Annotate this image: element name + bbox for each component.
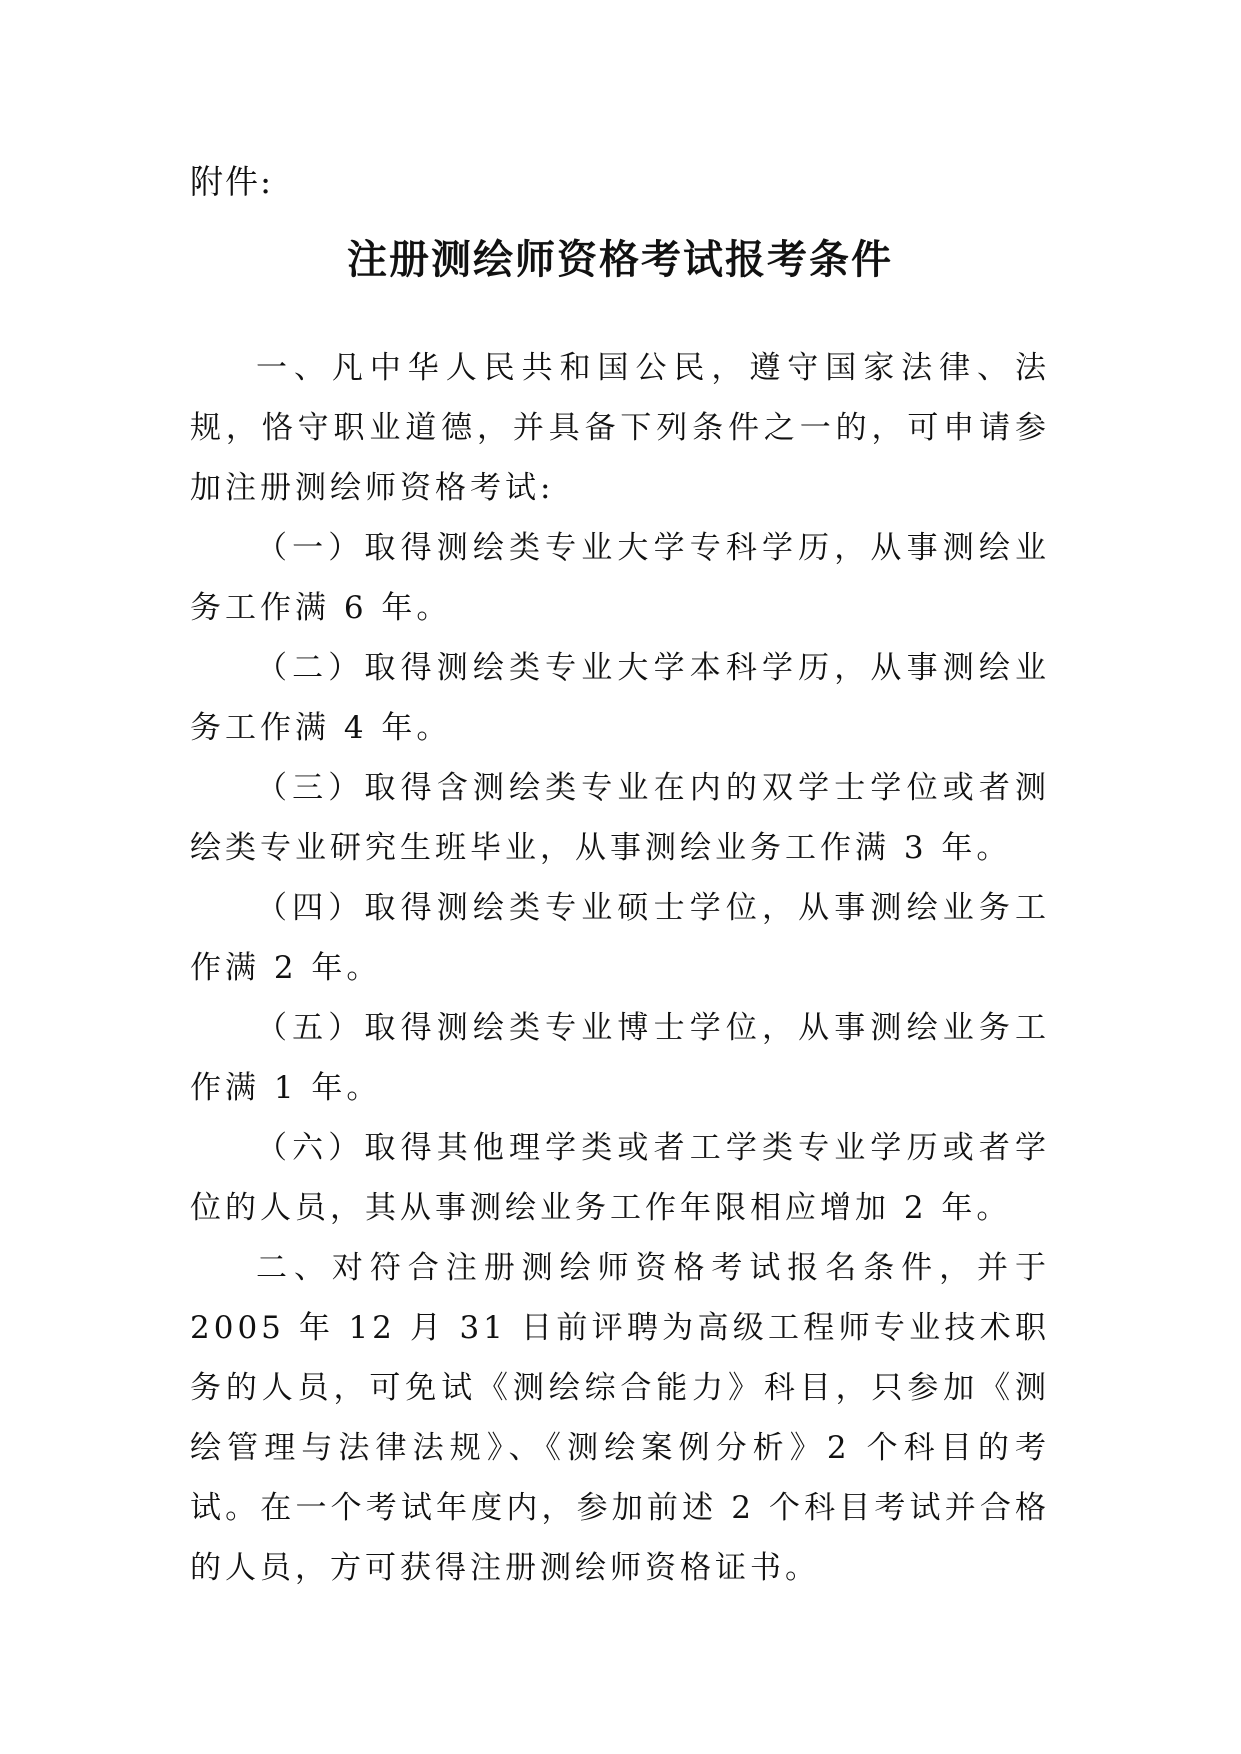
paragraph-condition-4: （四）取得测绘类专业硕士学位，从事测绘业务工作满 2 年。 xyxy=(190,890,1050,986)
paragraph-exemption: 二、对符合注册测绘师资格考试报名条件，并于 2005 年 12 月 31 日前评聘为高级工程师专业技术职务的人员，可免试《测绘综合能力》科目，只参加《测绘管理与法律法规》、《测绘案例分析》2 个科目的考试。在一个考试年度内，参加前述 2 个科目考试并合格的人员，方可获得注册测绘师资格证书。 xyxy=(190,1250,1050,1586)
paragraph-general-conditions: 一、凡中华人民共和国公民，遵守国家法律、法规，恪守职业道德，并具备下列条件之一的，可申请参加注册测绘师资格考试: xyxy=(190,350,1050,506)
paragraph-condition-5: （五）取得测绘类专业博士学位，从事测绘业务工作满 1 年。 xyxy=(190,1010,1050,1106)
paragraph-condition-3: （三）取得含测绘类专业在内的双学士学位或者测绘类专业研究生班毕业，从事测绘业务工作满 3 年。 xyxy=(190,770,1050,866)
paragraph-condition-2: （二）取得测绘类专业大学本科学历，从事测绘业务工作满 4 年。 xyxy=(190,650,1050,746)
attachment-label: 附件: xyxy=(190,162,274,201)
paragraph-condition-1: （一）取得测绘类专业大学专科学历，从事测绘业务工作满 6 年。 xyxy=(190,530,1050,626)
paragraph-condition-6: （六）取得其他理学类或者工学类专业学历或者学位的人员，其从事测绘业务工作年限相应增加 2 年。 xyxy=(190,1130,1050,1226)
document-body xyxy=(190,338,1050,1598)
document-title: 注册测绘师资格考试报考条件 xyxy=(347,236,893,283)
